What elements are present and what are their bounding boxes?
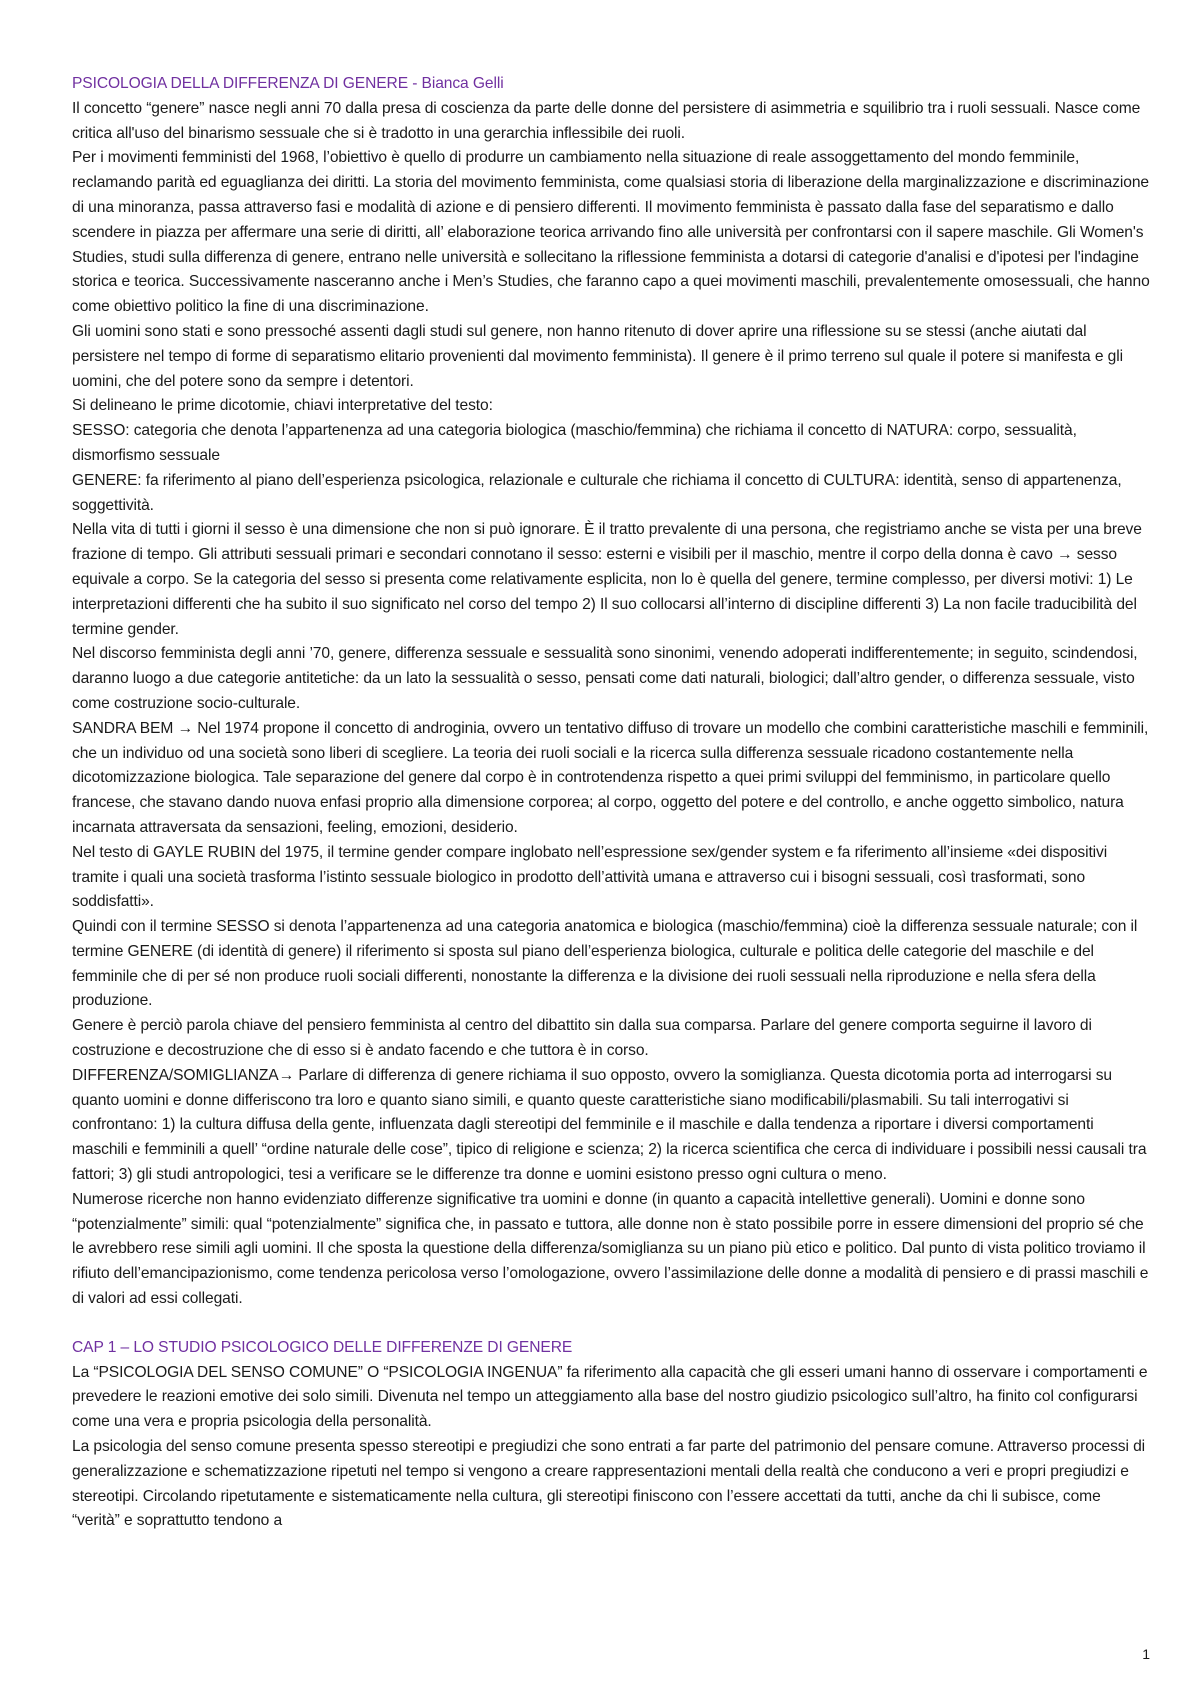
paragraph: Nel discorso femminista degli anni ’70, genere, differenza sessuale e sessualità sono sinonimi, venendo adoperati indifferentemente; in seguito, scindendosi, daranno luogo a due categorie antitetiche: da un lato la sessualità o sesso, pensati come dati naturali, biologici; dall’altro gender, o differenza sessuale, visto come costruzione socio-culturale. (72, 645, 1138, 712)
paragraph-gayle-rubin: Nel testo di GAYLE RUBIN del 1975, il termine gender compare inglobato nell’espressione sex/gender system e fa riferimento all’insieme «dei dispositivi tramite i quali una società trasforma l’istinto sessuale biologico in prodotto dell’attività umana e attraverso cui i bisogni sessuali, così trasformati, sono soddisfatti». (72, 843, 1108, 911)
paragraph: La “PSICOLOGIA DEL SENSO COMUNE” O “PSICOLOGIA INGENUA” fa riferimento alla capacità che gli esseri umani hanno di osservare i comportamenti e prevedere le reazioni emotive dei solo simili. Divenuta nel tempo un atteggiamento alla base del nostro giudizio psicologico sull’altro, ha finito col configurarsi come una vera e propria psicologia della personalità. (72, 1363, 1148, 1431)
paragraph: Per i movimenti femministi del 1968, l’obiettivo è quello di produrre un cambiamento nella situazione di reale assoggettamento del mondo femminile, reclamando parità ed eguaglianza dei diritti. La storia del movimento femminista, come qualsiasi storia di liberazione della marginalizzazione e discriminazione di una minoranza, passa attraverso fasi e modalità di azione e di pensiero differenti. Il movimento femminista è passato dalla fase del separatismo e dallo scendere in piazza per affermare una serie di diritti, all’ elaborazione teorica arrivando fino alle università per confrontarsi con il sapere maschile. Gli Women's Studies, studi sulla differenza di genere, entrano nelle università e sollecitano la riflessione femminista a dotarsi di categorie d'analisi e d'ipotesi per l'indagine storica e teorica. Successivamente nasceranno anche i Men’s Studies, che faranno capo a quei movimenti maschili, prevalentemente omosessuali, che hanno come obiettivo politico la fine di una discriminazione. (72, 149, 1150, 316)
chapter-title: CAP 1 – LO STUDIO PSICOLOGICO DELLE DIFFERENZE DI GENERE (72, 1338, 573, 1356)
paragraph: Gli uomini sono stati e sono pressoché assenti dagli studi sul genere, non hanno ritenuto di dover aprire una riflessione su se stessi (anche aiutati dal persistere nel tempo di forme di separatismo elitario provenienti dal movimento femminista). Il genere è il primo terreno sul quale il potere si manifesta e gli uomini, che del potere sono da sempre i detentori. (72, 322, 1123, 390)
paragraph: Nella vita di tutti i giorni il sesso è una dimensione che non si può ignorare. È il tratto prevalente di una persona, che registriamo anche se vista per una breve frazione di tempo. Gli attributi sessuali primari e secondari connotano il sesso: esterni e visibili per il maschio, mentre il corpo della donna è cavo → sesso equivale a corpo. Se la categoria del sesso si presenta come relativamente esplicita, non lo è quella del genere, termine complesso, per diversi motivi: 1) Le interpretazioni differenti che ha subito il suo significato nel corso del tempo 2) Il suo collocarsi all’interno di discipline differenti 3) La non facile traducibilità del termine gender. (72, 521, 1142, 638)
page-number: 1 (1142, 1646, 1150, 1662)
paragraph: Si delineano le prime dicotomie, chiavi interpretative del testo: (72, 397, 493, 415)
paragraph: Quindi con il termine SESSO si denota l’appartenenza ad una categoria anatomica e biologica (maschio/femmina) cioè la differenza sessuale naturale; con il termine GENERE (di identità di genere) il riferimento si sposta sul piano dell’esperienza biologica, culturale e politica delle categorie del maschile e del femminile che di per sé non produce ruoli sociali differenti, nonostante la differenza e la divisione dei ruoli sessuali nella riproduzione e nella sfera della produzione. (72, 918, 1138, 1010)
definition-genere: GENERE: fa riferimento al piano dell’esperienza psicologica, relazionale e culturale che richiama il concetto di CULTURA: identità, senso di appartenenza, soggettività. (72, 471, 1122, 514)
paragraph: La psicologia del senso comune presenta spesso stereotipi e pregiudizi che sono entrati a far parte del patrimonio del pensare comune. Attraverso processi di generalizzazione e schematizzazione ripetuti nel tempo si vengono a creare rappresentazioni mentali della realtà che conducono a veri e propri pregiudizi e stereotipi. Circolando ripetutamente e sistematicamente nella cultura, gli stereotipi finiscono con l’essere accettati da tutti, anche da chi li subisce, come “verità” e soprattutto tendono a (72, 1438, 1146, 1530)
paragraph: Numerose ricerche non hanno evidenziato differenze significative tra uomini e donne (in quanto a capacità intellettive generali). Uomini e donne sono “potenzialmente” simili: qual “potenzialmente” significa che, in passato e tuttora, alle donne non è stato possibile porre in essere dimensioni del proprio sé che le avrebbero rese simili agli uomini. Il che sposta la questione della differenza/somiglianza su un piano più etico e politico. Dal punto di vista politico troviamo il rifiuto dell’emancipazionismo, come tendenza pericolosa verso l’omologazione, ovvero l’assimilazione delle donne a modalità di pensiero e di prassi maschili e di valori ad essi collegati. (72, 1190, 1149, 1308)
document-page (72, 72, 1150, 1534)
definition-sesso: SESSO: categoria che denota l’appartenenza ad una categoria biologica (maschio/femmina) che richiama il concetto di NATURA: corpo, sessualità, dismorfismo sessuale (72, 422, 1077, 464)
paragraph-differenza-somiglianza: DIFFERENZA/SOMIGLIANZA→ Parlare di differenza di genere richiama il suo opposto, ovvero la somiglianza. Questa dicotomia porta ad interrogarsi su quanto uomini e donne differiscono tra loro e quanto siano simili, e quanto queste caratteristiche siano modificabili/plasmabili. Su tali interrogativi si confrontano: 1) la cultura diffusa della gente, influenzata dagli stereotipi del femminile e il maschile e dalla tendenza a riportare i diversi comportamenti maschili e femminili a quell’ “ordine naturale delle cose”, tipico di religione e scienza; 2) la ricerca scientifica che cerca di individuare i possibili nessi causali tra fattori; 3) gli studi antropologici, tesi a verificare se le differenze tra donne e uomini esistono presso ogni cultura o meno. (72, 1066, 1147, 1184)
paragraph: Genere è perciò parola chiave del pensiero femminista al centro del dibattito sin dalla sua comparsa. Parlare del genere comporta seguirne il lavoro di costruzione e decostruzione che di esso si è andato facendo e che tuttora è in corso. (72, 1017, 1092, 1060)
paragraph: Il concetto “genere” nasce negli anni 70 dalla presa di coscienza da parte delle donne del persistere di asimmetria e squilibrio tra i ruoli sessuali. Nasce come critica all'uso del binarismo sessuale che si è tradotto in una gerarchia inflessibile dei ruoli. (72, 99, 1141, 142)
document-title: PSICOLOGIA DELLA DIFFERENZA DI GENERE - Bianca Gelli (72, 75, 504, 92)
paragraph-sandra-bem: SANDRA BEM → Nel 1974 propone il concetto di androginia, ovvero un tentativo diffuso di trovare un modello che combini caratteristiche maschili e femminili, che un individuo od una società sono liberi di scegliere. La teoria dei ruoli sociali e la ricerca sulla differenza sessuale ricadono costantemente nella dicotomizzazione biologica. Tale separazione del genere dal corpo è in controtendenza rispetto a quei primi sviluppi del femminismo, in particolare quello francese, che stavano dando nuova enfasi proprio alla dimensione corporea; al corpo, oggetto del potere e del controllo, e anche oggetto simbolico, natura incarnata attraversata da sensazioni, feeling, emozioni, desiderio. (72, 719, 1149, 836)
